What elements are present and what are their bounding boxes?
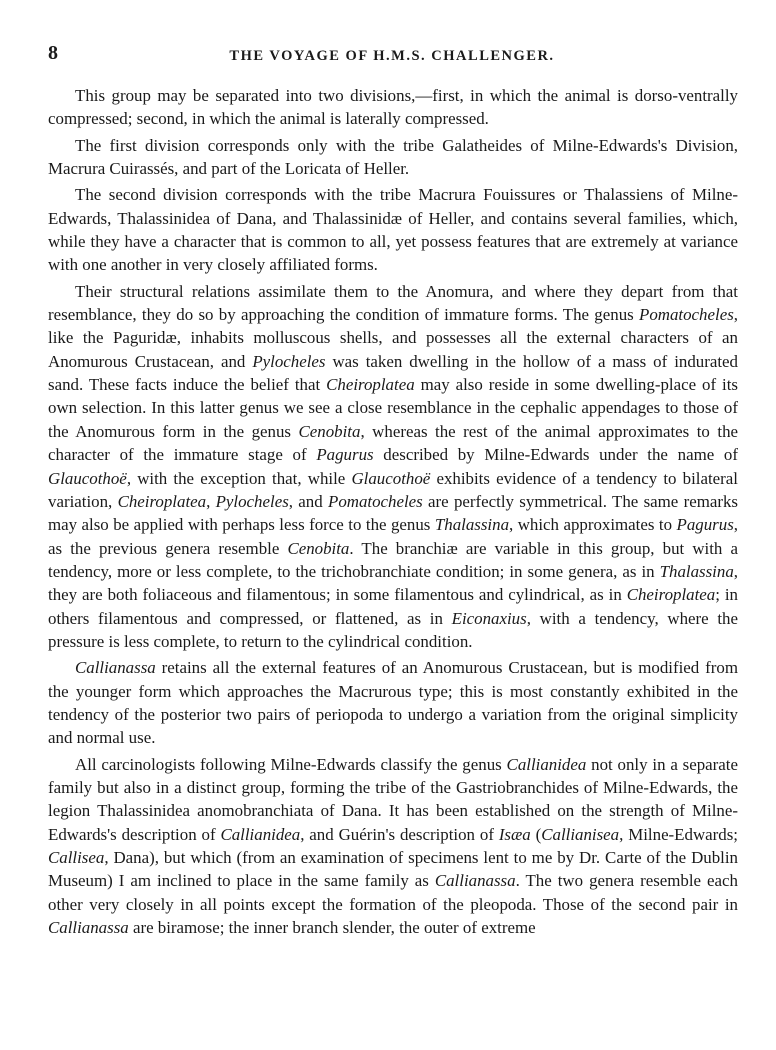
italic-term: Callianassa (75, 658, 156, 678)
italic-term: Callianassa (48, 918, 129, 938)
text-run: , with a tendency, where the pressure is less complete, to return to the cylindrical condition. (48, 608, 738, 651)
paragraph (48, 656, 738, 749)
italic-term: Pagurus (676, 515, 734, 535)
text-run: , which approximates to (509, 515, 677, 535)
italic-term: Cheiroplatea (117, 491, 207, 511)
text-run: , (206, 491, 216, 511)
italic-term: Cenobita (287, 538, 350, 558)
italic-term: Isæa (498, 824, 531, 844)
body-text (48, 84, 738, 939)
text-run: , Milne-Edwards; (619, 824, 738, 844)
text-run: ; in others filamentous and compressed, or flattened, as in (48, 585, 739, 628)
text-run: , whereas the rest of the animal approximates to the character of the immature stage of (48, 421, 739, 465)
running-head: THE VOYAGE OF H.M.S. CHALLENGER. (229, 48, 555, 64)
paragraph (48, 280, 738, 654)
paragraph (48, 134, 738, 181)
page-number: 8 (48, 42, 58, 64)
text-run: retains all the external features of an Anomurous Crustacean, but is modified from the younger form which approaches the Macrurous type; this is most constantly exhibited in the tendency of the posterior two pairs of periopoda to undergo a variation from the original simplicity and normal use. (48, 658, 738, 748)
text-run: All carcinologists following Milne-Edwards classify the genus (75, 754, 507, 774)
text-run: , they are both foliaceous and filamentous; in some filamentous and cylindrical, as in (48, 561, 738, 605)
text-run: are biramose; the inner branch slender, the outer of extreme (128, 918, 536, 938)
paragraph (48, 84, 738, 131)
paragraph (48, 753, 738, 940)
italic-term: Pomatocheles (328, 491, 423, 511)
text-run: , with the exception that, while (126, 468, 352, 488)
text-run: are perfectly symmetrical. The same remarks may also be applied with perhaps less force to the genus (48, 491, 738, 535)
italic-term: Callianassa (434, 871, 516, 891)
text-run: , and (288, 491, 328, 511)
text-run: not only in a separate family but also in a distinct group, forming the tribe of the Gastriobranchides of Milne-Edwards, the legion Thalassinidea anomobranchiata of Dana. It has been established on the strength of Milne-Edwards's description of (48, 754, 738, 844)
italic-term: Pomatocheles (639, 305, 734, 325)
italic-term: Cheiroplatea (326, 375, 415, 395)
italic-term: Thalassina (434, 515, 510, 535)
italic-term: Thalassina (659, 561, 734, 581)
text-run: , like the Paguridæ, inhabits molluscous shells, and possesses all the external characters of an Anomurous Crustacean, and (48, 305, 738, 371)
italic-term: Callianidea (506, 754, 587, 774)
italic-term: Pylocheles (215, 491, 289, 511)
italic-term: Callianisea (541, 824, 620, 844)
italic-term: Pylocheles (252, 351, 326, 371)
text-run: The first division corresponds only with the tribe Galatheides of Milne-Edwards's Division, Macrura Cuirassés, and part of the Loricata of Heller. (48, 135, 738, 179)
italic-term: Cheiroplatea (626, 585, 716, 605)
text-run: , and Guérin's description of (300, 824, 499, 844)
text-run: was taken dwelling in the hollow of a mass of indurated sand. These facts induce the belief that (48, 351, 738, 395)
text-run: Their structural relations assimilate them to the Anomura, and where they depart from that resemblance, they do so by approaching the condition of immature forms. The genus (48, 281, 738, 325)
page-header (48, 42, 736, 70)
text-run: described by Milne-Edwards under the name of (373, 445, 738, 465)
text-run: . The branchiæ are variable in this group, but with a tendency, more or less complete, to the trichobranchiate condition; in some genera, as in (48, 538, 738, 581)
italic-term: Pagurus (316, 445, 374, 465)
text-run: . The two genera resemble each other very closely in all points except the formation of the pleopoda. Those of the second pair in (48, 871, 738, 914)
text-run: , Dana), but which (from an examination of specimens lent to me by Dr. Carte of the Dublin Museum) I am inclined to place in the same family as (48, 848, 738, 891)
text-run: The second division corresponds with the tribe Macrura Fouissures or Thalassiens of Milne-Edwards, Thalassinidea of Dana, and Thalassinidæ of Heller, and contains several families, which, while they have a character that is common to all, yet possess features that are extremely at variance with one another in very closely affiliated forms. (48, 185, 738, 275)
text-run: exhibits evidence of a tendency to bilateral variation, (48, 468, 738, 511)
italic-term: Glaucothoë (48, 468, 127, 488)
italic-term: Glaucothoë (351, 468, 431, 488)
italic-term: Callisea (48, 848, 105, 867)
text-run: ( (530, 824, 542, 844)
italic-term: Eiconaxius (451, 608, 527, 628)
italic-term: Cenobita (298, 421, 361, 441)
text-run: This group may be separated into two divisions,—first, in which the animal is dorso-ventrally compressed; second, in which the animal is laterally compressed. (48, 86, 738, 129)
text-run: , as the previous genera resemble (48, 515, 739, 558)
paragraph (48, 183, 738, 276)
italic-term: Callianidea (220, 824, 301, 844)
text-run: may also reside in some dwelling-place of its own selection. In this latter genus we see a close resemblance in the cephalic appendages to those of the Anomurous form in the genus (48, 375, 738, 441)
